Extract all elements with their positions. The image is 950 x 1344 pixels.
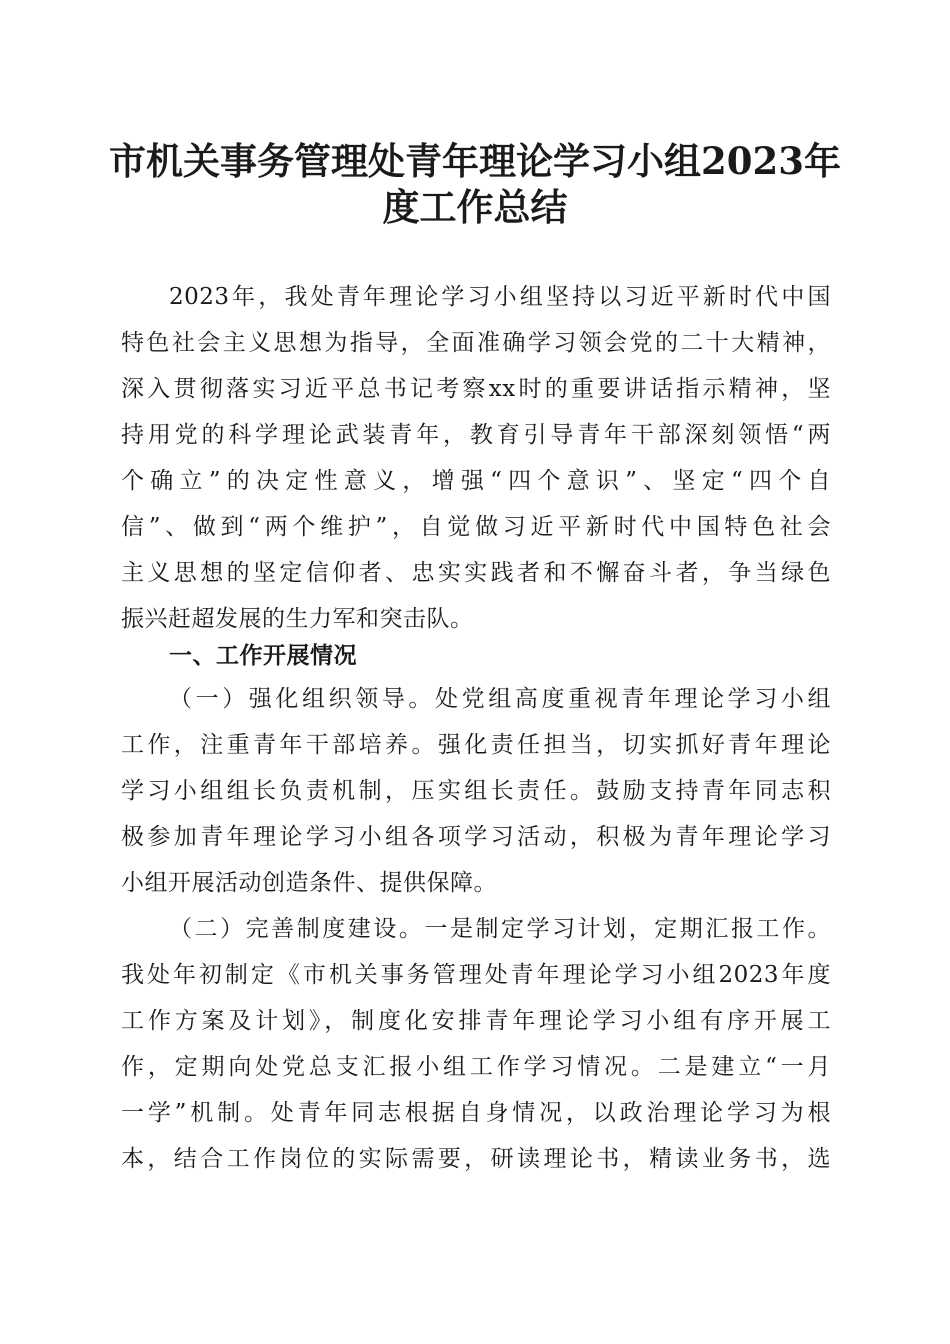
document-title-line-2: 度工作总结 xyxy=(382,185,568,229)
paragraph-line: 主义思想的坚定信仰者、忠实实践者和不懈奋斗者，争当绿色 xyxy=(121,560,831,586)
paragraph-line: 作，定期向处党总支汇报小组工作学习情况。二是建立“一月 xyxy=(121,1054,831,1080)
paragraph-line: （二）完善制度建设。一是制定学习计划，定期汇报工作。 xyxy=(169,916,831,942)
paragraph-line: 一学”机制。处青年同志根据自身情况，以政治理论学习为根 xyxy=(121,1100,831,1126)
paragraph-line: 持用党的科学理论武装青年，教育引导青年干部深刻领悟“两 xyxy=(121,422,831,448)
section-heading: 一、工作开展情况 xyxy=(169,642,357,669)
paragraph-line: 特色社会主义思想为指导，全面准确学习领会党的二十大精神， xyxy=(121,330,831,356)
paragraph-line: 极参加青年理论学习小组各项学习活动，积极为青年理论学习 xyxy=(121,824,831,850)
paragraph-line: 小组开展活动创造条件、提供保障。 xyxy=(121,870,497,896)
paragraph-line: （一）强化组织领导。处党组高度重视青年理论学习小组 xyxy=(169,686,831,712)
paragraph-line: 信”、做到“两个维护”，自觉做习近平新时代中国特色社会 xyxy=(121,514,831,540)
paragraph-line: 工作方案及计划》，制度化安排青年理论学习小组有序开展工 xyxy=(121,1008,831,1034)
paragraph-line: 深入贯彻落实习近平总书记考察xx时的重要讲话指示精神，坚 xyxy=(121,376,831,402)
paragraph-line: 我处年初制定《市机关事务管理处青年理论学习小组2023年度 xyxy=(121,962,831,988)
paragraph-line: 本，结合工作岗位的实际需要，研读理论书，精读业务书，选 xyxy=(121,1146,831,1172)
document-title-line-1: 市机关事务管理处青年理论学习小组2023年 xyxy=(109,139,841,183)
paragraph-line: 2023年，我处青年理论学习小组坚持以习近平新时代中国 xyxy=(169,284,831,310)
paragraph-line: 工作，注重青年干部培养。强化责任担当，切实抓好青年理论 xyxy=(121,732,831,758)
paragraph-line: 振兴赶超发展的生力军和突击队。 xyxy=(121,606,474,632)
paragraph-line: 个确立”的决定性意义，增强“四个意识”、坚定“四个自 xyxy=(121,468,831,494)
paragraph-line: 学习小组组长负责机制，压实组长责任。鼓励支持青年同志积 xyxy=(121,778,831,804)
